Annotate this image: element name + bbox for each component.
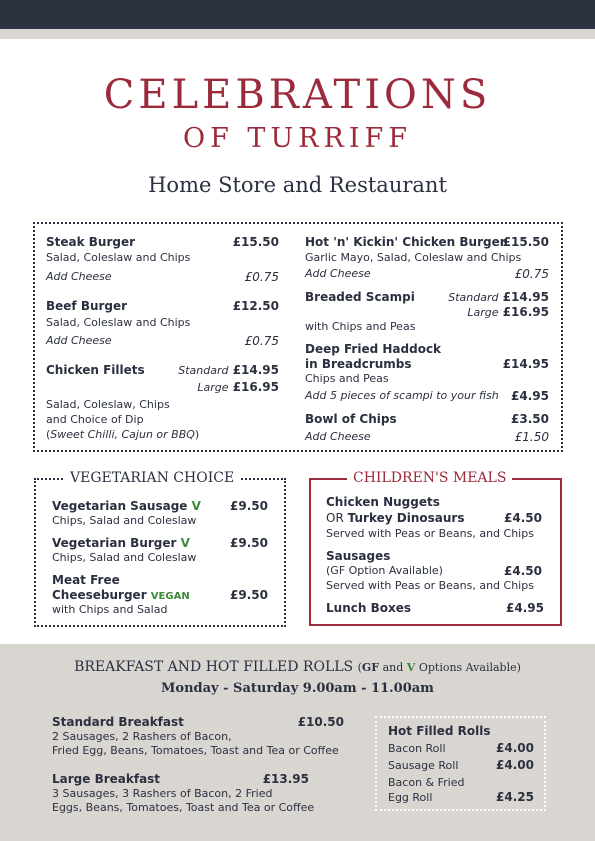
- large-breakfast-name: Large Breakfast: [52, 772, 161, 786]
- beef-burger-desc: Salad, Coleslaw and Chips: [46, 316, 191, 329]
- sausage-roll-name: Sausage Roll: [388, 759, 459, 772]
- kids-sausages-note: (GF Option Available): [326, 564, 443, 577]
- top-bar: [0, 0, 595, 29]
- nuggets-desc: Served with Peas or Beans, and Chips: [326, 527, 534, 540]
- steak-burger-addon-price: £0.75: [244, 270, 279, 284]
- chips-price: £3.50: [511, 412, 549, 426]
- bacon-roll-name: Bacon Roll: [388, 742, 446, 755]
- vegetarian-title: VEGETARIAN CHOICE: [64, 469, 240, 487]
- haddock-name-1: Deep Fried Haddock: [305, 342, 442, 356]
- steak-burger-desc: Salad, Coleslaw and Chips: [46, 251, 191, 264]
- scampi-desc: with Chips and Peas: [305, 320, 416, 333]
- large-breakfast-desc-2: Eggs, Beans, Tomatoes, Toast and Tea or Coffee: [52, 801, 315, 814]
- chicken-fillets-standard: Standard £14.95: [178, 363, 279, 377]
- veg-sausage-price: £9.50: [230, 499, 268, 513]
- steak-burger-addon: Add Cheese: [46, 270, 112, 283]
- veg-burger-price: £9.50: [230, 536, 268, 550]
- beef-burger-name: Beef Burger: [46, 299, 128, 313]
- lunch-boxes-price: £4.95: [506, 601, 544, 615]
- chicken-fillets-large: Large £16.95: [197, 380, 279, 394]
- scampi-standard: Standard £14.95: [448, 290, 549, 304]
- standard-breakfast-price: £10.50: [297, 715, 344, 729]
- steak-burger-price: £15.50: [232, 235, 279, 249]
- egg-roll-name-1: Bacon & Fried: [388, 776, 465, 789]
- standard-breakfast-desc-1: 2 Sausages, 2 Rashers of Bacon,: [52, 730, 232, 743]
- haddock-name-2: in Breadcrumbs: [305, 357, 412, 371]
- veg-sausage-desc: Chips, Salad and Coleslaw: [52, 514, 197, 527]
- kickin-burger-price: £15.50: [502, 235, 549, 249]
- title-of-turriff: OF TURRIFF: [182, 123, 412, 154]
- nuggets-price: £4.50: [504, 511, 542, 525]
- large-breakfast-price: £13.95: [262, 772, 309, 786]
- nuggets-alt: OR Turkey Dinosaurs: [326, 511, 465, 525]
- sausage-roll-price: £4.00: [496, 758, 534, 772]
- haddock-addon: Add 5 pieces of scampi to your fish: [305, 389, 499, 402]
- kickin-burger-addon-price: £0.75: [514, 267, 549, 281]
- rolls-title: Hot Filled Rolls: [388, 724, 491, 738]
- chips-name: Bowl of Chips: [305, 412, 397, 426]
- meat-free-name-2: Cheeseburger VEGAN: [52, 588, 190, 602]
- kids-sausages-price: £4.50: [504, 564, 542, 578]
- haddock-desc: Chips and Peas: [305, 372, 389, 385]
- egg-roll-price: £4.25: [496, 790, 534, 804]
- scampi-large: Large £16.95: [467, 305, 549, 319]
- veg-burger-desc: Chips, Salad and Coleslaw: [52, 551, 197, 564]
- haddock-addon-price: £4.95: [511, 389, 549, 403]
- chips-addon: Add Cheese: [305, 430, 371, 443]
- haddock-price: £14.95: [502, 357, 549, 371]
- veg-burger-name: Vegetarian Burger V: [52, 536, 190, 550]
- kids-sausages-name: Sausages: [326, 549, 391, 563]
- kickin-burger-desc: Garlic Mayo, Salad, Coleslaw and Chips: [305, 251, 522, 264]
- beef-burger-price: £12.50: [232, 299, 279, 313]
- top-band: [0, 29, 595, 39]
- lunch-boxes-name: Lunch Boxes: [326, 601, 411, 615]
- chicken-fillets-dips: (Sweet Chilli, Cajun or BBQ): [46, 428, 200, 441]
- scampi-name: Breaded Scampi: [305, 290, 415, 304]
- steak-burger-name: Steak Burger: [46, 235, 136, 249]
- meat-free-price: £9.50: [230, 588, 268, 602]
- childrens-title: CHILDREN'S MEALS: [347, 469, 512, 487]
- title-celebrations: CELEBRATIONS: [103, 72, 492, 118]
- veg-sausage-name: Vegetarian Sausage V: [52, 499, 201, 513]
- kids-sausages-desc: Served with Peas or Beans, and Chips: [326, 579, 534, 592]
- beef-burger-addon: Add Cheese: [46, 334, 112, 347]
- nuggets-name: Chicken Nuggets: [326, 495, 440, 509]
- chicken-fillets-name: Chicken Fillets: [46, 363, 145, 377]
- meat-free-name-1: Meat Free: [52, 573, 120, 587]
- kickin-burger-addon: Add Cheese: [305, 267, 371, 280]
- subtitle: Home Store and Restaurant: [148, 173, 447, 197]
- egg-roll-name-2: Egg Roll: [388, 791, 433, 804]
- breakfast-title: BREAKFAST AND HOT FILLED ROLLS (GF and V Options Available): [74, 659, 521, 675]
- bacon-roll-price: £4.00: [496, 741, 534, 755]
- standard-breakfast-desc-2: Fried Egg, Beans, Tomatoes, Toast and Tea or Coffee: [52, 744, 339, 757]
- chips-addon-price: £1.50: [514, 430, 549, 444]
- vegan-tag: VEGAN: [150, 591, 190, 602]
- veg-sausage-tag: V: [191, 499, 201, 513]
- standard-breakfast-name: Standard Breakfast: [52, 715, 184, 729]
- kickin-burger-name: Hot 'n' Kickin' Chicken Burger: [305, 235, 506, 249]
- meat-free-desc: with Chips and Salad: [52, 603, 168, 616]
- chicken-fillets-desc-2: and Choice of Dip: [46, 413, 144, 426]
- breakfast-hours: Monday - Saturday 9.00am - 11.00am: [161, 681, 434, 696]
- large-breakfast-desc-1: 3 Sausages, 3 Rashers of Bacon, 2 Fried: [52, 787, 273, 800]
- beef-burger-addon-price: £0.75: [244, 334, 279, 348]
- veg-burger-tag: V: [180, 536, 190, 550]
- chicken-fillets-desc-1: Salad, Coleslaw, Chips: [46, 398, 170, 411]
